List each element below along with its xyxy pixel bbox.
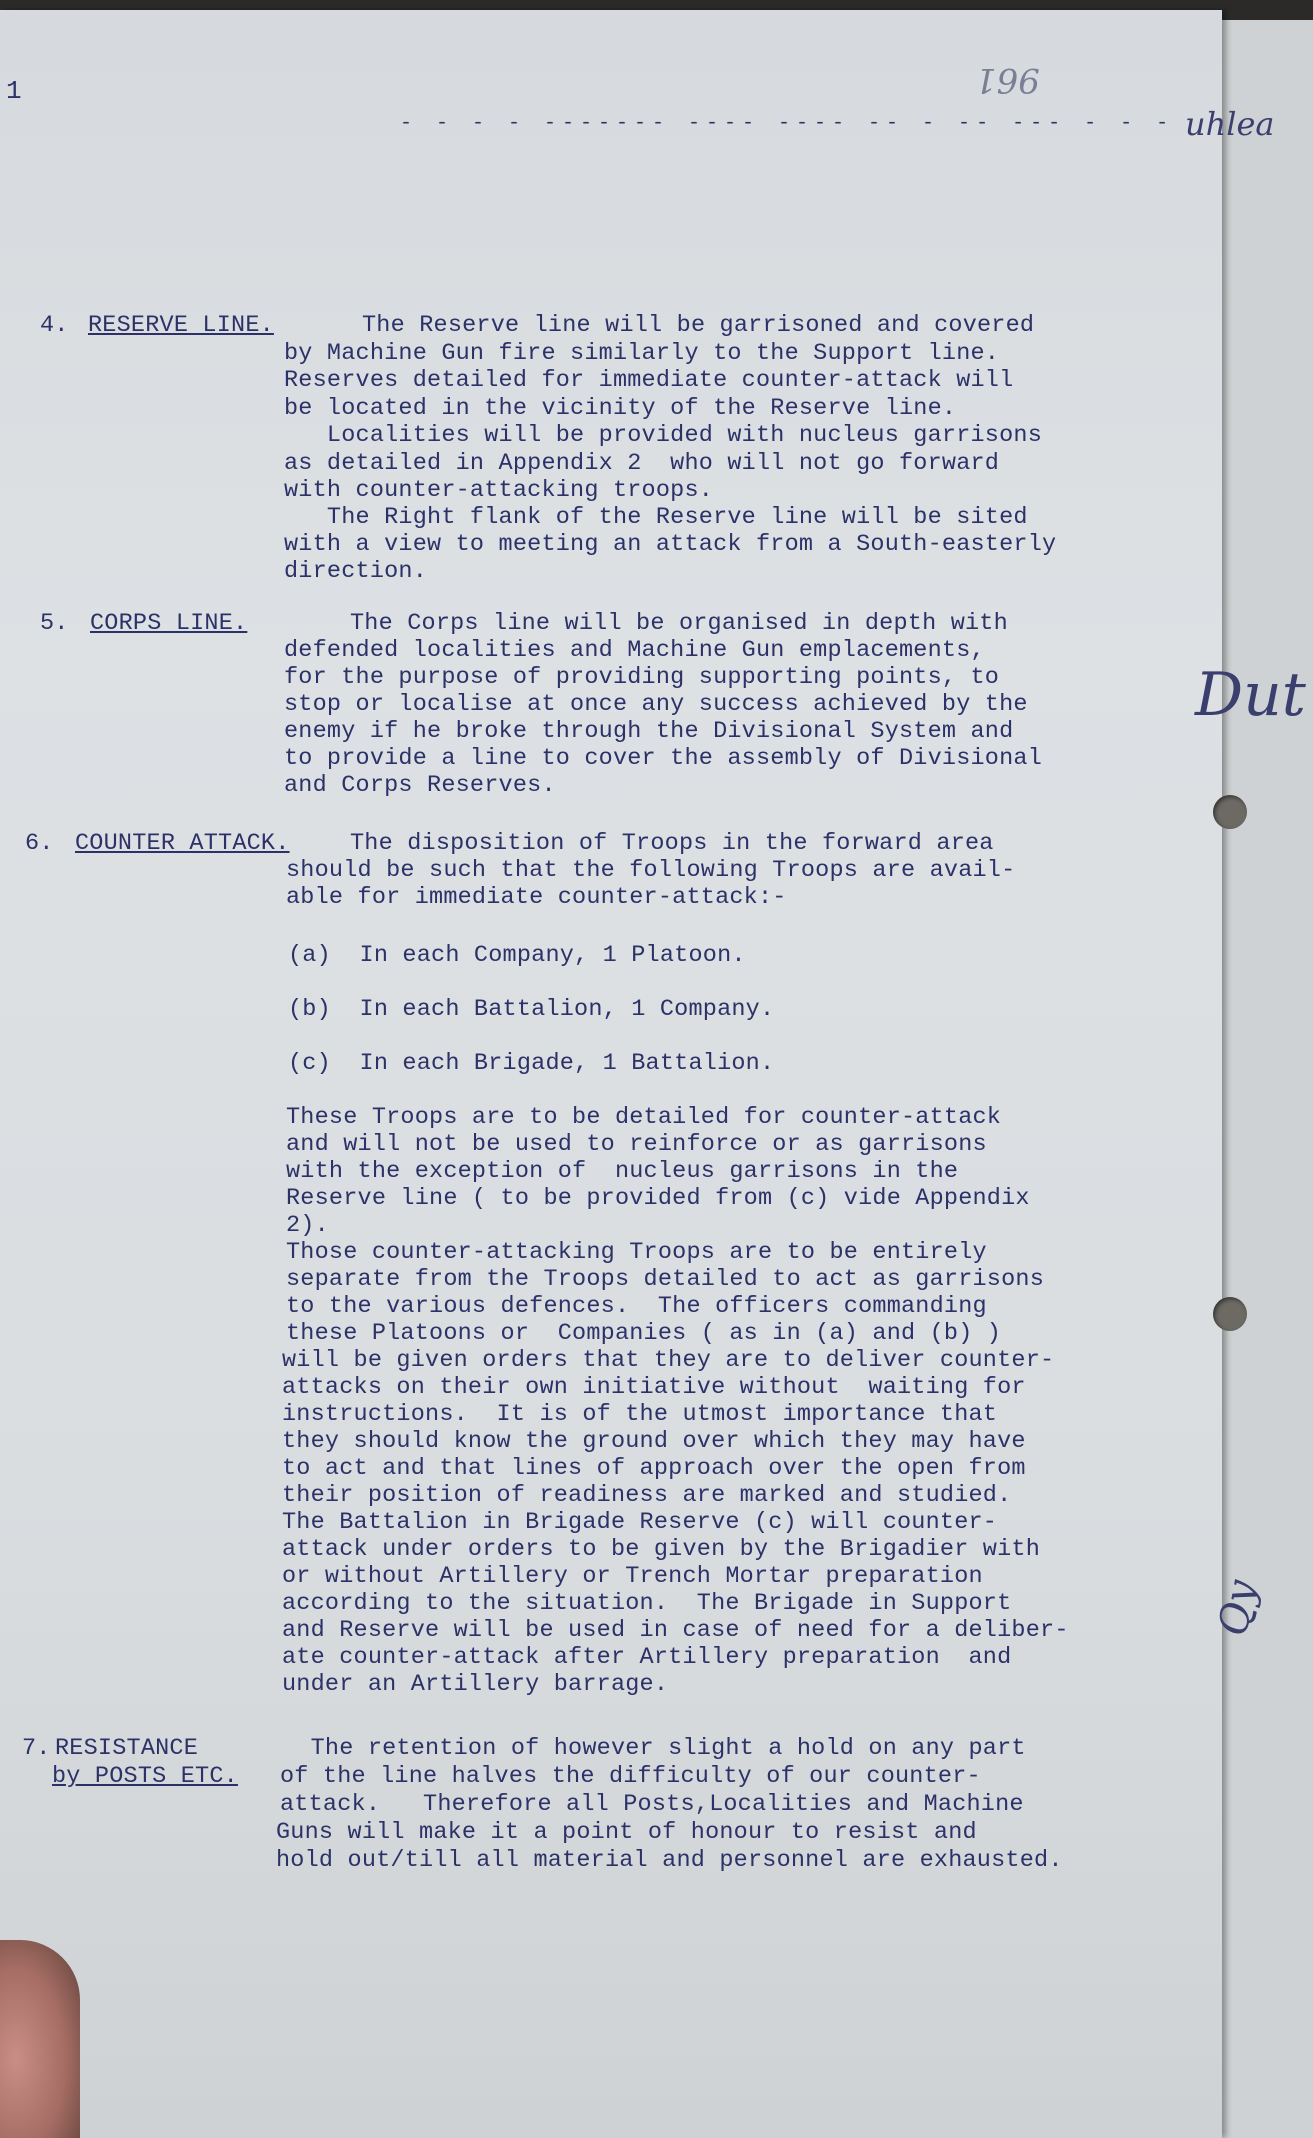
- text-line: ate counter-attack after Artillery preparation and: [282, 1644, 1012, 1671]
- text-line: to provide a line to cover the assembly of Divisional: [284, 745, 1043, 772]
- punch-hole: [1213, 795, 1247, 829]
- text-line: Those counter-attacking Troops are to be entirely: [286, 1239, 987, 1266]
- text-line: or without Artillery or Trench Mortar preparation: [282, 1563, 983, 1590]
- punch-hole: [1213, 1297, 1247, 1331]
- text-line: and Reserve will be used in case of need for a deliber-: [282, 1617, 1069, 1644]
- list-item: (a) In each Company, 1 Platoon.: [288, 942, 746, 969]
- margin-scrawl: uhlea: [1185, 105, 1275, 143]
- text-line: The Reserve line will be garrisoned and covered: [362, 312, 1035, 339]
- margin-note-1: Dut: [1195, 660, 1306, 730]
- folio-number: 961: [975, 60, 1040, 100]
- text-line: 2).: [286, 1212, 329, 1239]
- list-item: (b) In each Battalion, 1 Company.: [288, 996, 775, 1023]
- section-heading: COUNTER ATTACK.: [75, 830, 290, 857]
- text-line: and will not be used to reinforce or as garrisons: [286, 1131, 987, 1158]
- text-line: of the line halves the difficulty of our counter-: [280, 1763, 981, 1790]
- section-number: 7.: [22, 1735, 51, 1762]
- section-heading: RESERVE LINE.: [88, 312, 274, 339]
- text-line: these Platoons or Companies ( as in (a) and (b) ): [286, 1320, 1002, 1347]
- text-line: able for immediate counter-attack:-: [286, 884, 787, 911]
- text-line: with the exception of nucleus garrisons in the: [286, 1158, 959, 1185]
- text-line: Reserve line ( to be provided from (c) vide Appendix: [286, 1185, 1030, 1212]
- top-dashes: - - - - ------- ---- ---- -- - -- --- - - -: [400, 112, 1175, 135]
- text-line: to act and that lines of approach over the open from: [282, 1455, 1026, 1482]
- section-heading: CORPS LINE.: [90, 610, 248, 637]
- text-line: The Battalion in Brigade Reserve (c) will counter-: [282, 1509, 998, 1536]
- text-line: The retention of however slight a hold on any part: [282, 1735, 1026, 1762]
- text-line: The Corps line will be organised in depth with: [350, 610, 1008, 637]
- thumb: [0, 1940, 80, 2138]
- text-line: Reserves detailed for immediate counter-attack will: [284, 367, 1014, 394]
- margin-note-2: Qy: [1210, 1576, 1266, 1640]
- text-line: as detailed in Appendix 2 who will not go forward: [284, 450, 1000, 477]
- text-line: according to the situation. The Brigade in Support: [282, 1590, 1012, 1617]
- corner-mark: 1: [6, 76, 22, 106]
- text-line: hold out/till all material and personnel are exhausted.: [276, 1847, 1063, 1874]
- text-line: their position of readiness are marked and studied.: [282, 1482, 1012, 1509]
- text-line: attacks on their own initiative without waiting for: [282, 1374, 1026, 1401]
- text-line: will be given orders that they are to deliver counter-: [282, 1347, 1055, 1374]
- text-line: direction.: [284, 558, 428, 585]
- text-line: separate from the Troops detailed to act as garrisons: [286, 1266, 1045, 1293]
- list-item: (c) In each Brigade, 1 Battalion.: [288, 1050, 775, 1077]
- text-line: under an Artillery barrage.: [282, 1671, 669, 1698]
- text-line: be located in the vicinity of the Reserve line.: [284, 395, 957, 422]
- text-line: enemy if he broke through the Divisional System and: [284, 718, 1014, 745]
- text-line: attack under orders to be given by the Brigadier with: [282, 1536, 1041, 1563]
- section-number: 4.: [40, 312, 69, 339]
- text-line: These Troops are to be detailed for counter-attack: [286, 1104, 1002, 1131]
- text-line: with counter-attacking troops.: [284, 477, 714, 504]
- section-heading-2: by POSTS ETC.: [52, 1763, 238, 1790]
- section-number: 5.: [40, 610, 69, 637]
- text-line: instructions. It is of the utmost importance that: [282, 1401, 998, 1428]
- text-line: Guns will make it a point of honour to resist and: [276, 1819, 977, 1846]
- text-line: The Right flank of the Reserve line will be sited: [284, 504, 1028, 531]
- text-line: defended localities and Machine Gun emplacements,: [284, 637, 985, 664]
- text-line: for the purpose of providing supporting points, to: [284, 664, 1000, 691]
- text-line: to the various defences. The officers commanding: [286, 1293, 987, 1320]
- text-line: and Corps Reserves.: [284, 772, 556, 799]
- text-line: with a view to meeting an attack from a South-easterly: [284, 531, 1057, 558]
- text-line: The disposition of Troops in the forward area: [350, 830, 994, 857]
- text-line: should be such that the following Troops are avail-: [286, 857, 1016, 884]
- text-line: attack. Therefore all Posts,Localities and Machine: [280, 1791, 1024, 1818]
- text-line: by Machine Gun fire similarly to the Support line.: [284, 340, 1000, 367]
- section-heading: RESISTANCE: [55, 1735, 199, 1762]
- text-line: they should know the ground over which they may have: [282, 1428, 1026, 1455]
- text-line: Localities will be provided with nucleus garrisons: [284, 422, 1043, 449]
- text-line: stop or localise at once any success achieved by the: [284, 691, 1028, 718]
- section-number: 6.: [25, 830, 54, 857]
